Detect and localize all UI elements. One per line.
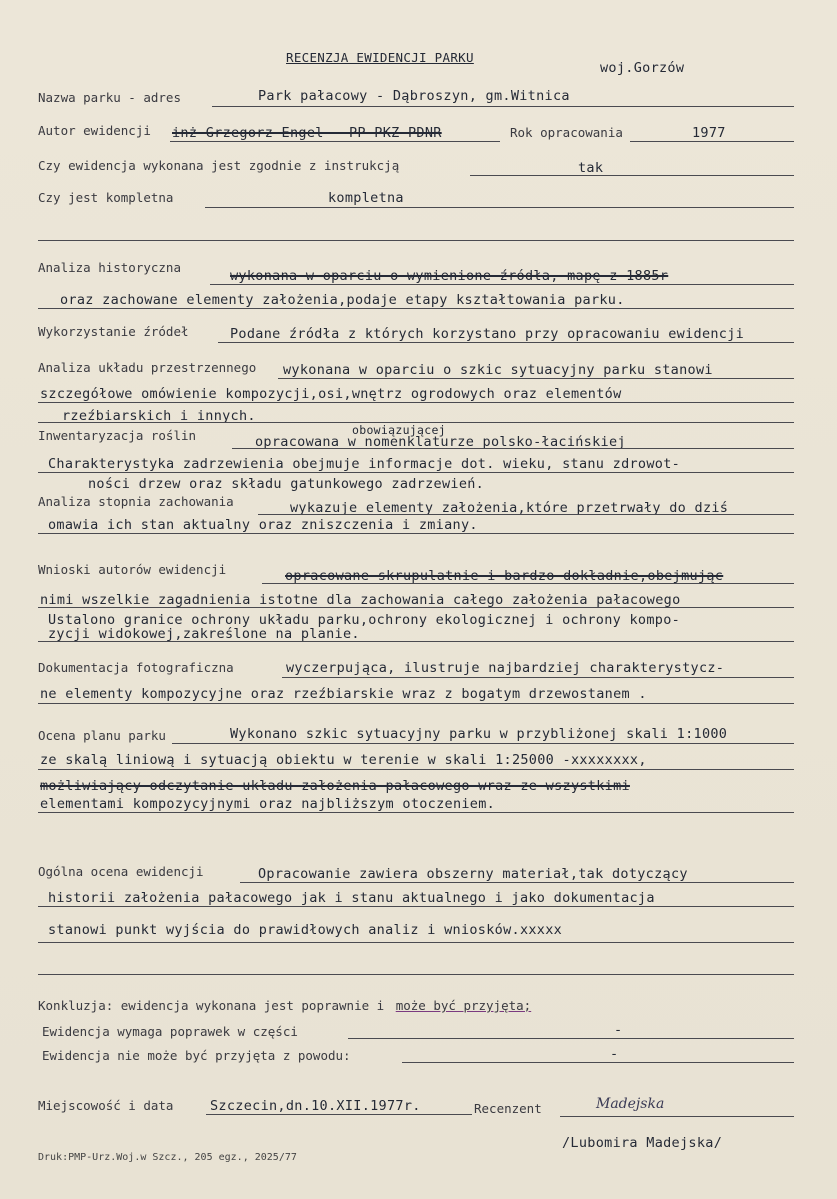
stand-value-2: ności drzew oraz składu gatunkowego zadrzewień. [88,476,485,492]
underline [630,141,794,142]
instruction-value: tak [578,160,604,176]
conclusion-dash-3: - [610,1046,619,1062]
underline [38,769,794,770]
conclusions-value-1: opracowane skrupulatnie i bardzo dokładnie,obejmując [285,568,724,584]
sources-value: Podane źródła z których korzystano przy opracowaniu ewidencji [230,326,745,342]
underline [38,906,794,907]
plan-value-4: elementami kompozycyjnymi oraz najbliższym otoczeniem. [40,796,496,812]
complete-value: kompletna [328,190,404,206]
preservation-value-2: omawia ich stan aktualny oraz zniszczenia i zmiany. [48,517,478,533]
photo-label: Dokumentacja fotograficzna [38,660,234,675]
conclusion-line-3: Ewidencja nie może być przyjęta z powodu: [42,1048,351,1063]
plan-value-2: ze skalą liniową i sytuacją obiektu w terenie w skali 1:25000 -xxxxxxxx, [40,752,647,768]
underline [38,472,794,473]
spatial-label: Analiza układu przestrzennego [38,360,257,375]
underline [38,641,794,642]
historical-value-1: wykonana w oparciu o wymienione źródła, mapę z 1885r [230,268,669,284]
underline [282,677,794,678]
plan-value-1: Wykonano szkic sytuacyjny parku w przybliżonej skali 1:1000 [230,726,728,742]
plan-label: Ocena planu parku [38,728,166,743]
spatial-value-1: wykonana w oparciu o szkic sytuacyjny parku stanowi [283,362,713,378]
underline [262,583,794,584]
inventory-note: obowiązującej [352,423,446,437]
complete-label: Czy jest kompletna [38,190,174,205]
underline [38,533,794,534]
underline [172,743,794,744]
underline [38,703,794,704]
underline [38,942,794,943]
underline [206,1114,472,1115]
underline [258,514,794,515]
stand-value-1: Charakterystyka zadrzewienia obejmuje informacje dot. wieku, stanu zdrowot- [48,456,681,472]
underline [38,240,794,241]
underline [38,402,794,403]
conclusions-label: Wnioski autorów ewidencji [38,562,227,577]
historical-label: Analiza historyczna [38,260,181,275]
underline [210,284,794,285]
conclusions-value-4: zycji widokowej,zakreślone na planie. [48,626,360,642]
overall-value-2: historii założenia pałacowego jak i stanu aktualnego i jako dokumentacja [48,890,655,906]
underline [560,1116,794,1117]
underline [402,1062,794,1063]
photo-value-2: ne elementy kompozycyjne oraz rzeźbiarskie wraz z bogatym drzewostanem . [40,686,647,702]
sources-label: Wykorzystanie źródeł [38,324,189,339]
underline [170,141,500,142]
underline [212,106,794,107]
inventory-value: opracowana w nomenklaturze polsko-łacińskiej [255,434,626,450]
underline [348,1038,794,1039]
underline [232,448,794,449]
reviewer-name: /Lubomira Madejska/ [562,1135,723,1151]
preservation-label: Analiza stopnia zachowania [38,494,234,509]
plan-value-3: możliwiający odczytanie układu założenia pałacowego wraz ze wszystkimi [40,778,630,794]
year-value: 1977 [692,125,726,141]
region-label: woj.Gorzów [600,60,685,76]
preservation-value-1: wykazuje elementy założenia,które przetrwały do dziś [290,500,729,516]
place-date-value: Szczecin,dn.10.XII.1977r. [210,1098,421,1114]
photo-value-1: wyczerpująca, ilustruje najbardziej charakterystycz- [286,660,725,676]
underline [218,342,794,343]
year-label: Rok opracowania [510,125,623,140]
overall-value-3: stanowi punkt wyjścia do prawidłowych analiz i wniosków.xxxxx [48,922,563,938]
underline [38,812,794,813]
overall-label: Ogólna ocena ewidencji [38,864,204,879]
conclusion-accepted: może być przyjęta; [395,998,532,1013]
author-value: inż Grzegorz Engel - PP PKZ PDNR [172,125,442,141]
conclusion-line-1 [38,998,531,1014]
print-info: Druk:PMP-Urz.Woj.w Szcz., 205 egz., 2025/77 [38,1152,297,1163]
instruction-label: Czy ewidencja wykonana jest zgodnie z instrukcją [38,158,400,173]
conclusions-value-2: nimi wszelkie zagadnienia istotne dla zachowania całego założenia pałacowego [40,592,681,608]
park-name-value: Park pałacowy - Dąbroszyn, gm.Witnica [258,88,570,104]
place-date-label: Miejscowość i data [38,1098,174,1113]
underline [278,378,794,379]
spatial-value-2: szczegółowe omówienie kompozycji,osi,wnętrz ogrodowych oraz elementów [40,386,622,402]
conclusions-value-3: Ustalono granice ochrony układu parku,ochrony ekologicznej i ochrony kompo- [48,612,681,628]
underline [240,882,794,883]
underline [38,974,794,975]
conclusion-line-2: Ewidencja wymaga poprawek w części [42,1024,298,1039]
underline [38,607,794,608]
spatial-value-3: rzeźbiarskich i innych. [62,408,256,424]
underline [38,308,794,309]
underline [470,175,794,176]
underline [205,207,794,208]
conclusion-dash-2: - [614,1022,623,1038]
inventory-label: Inwentaryzacja roślin [38,428,197,443]
overall-value-1: Opracowanie zawiera obszerny materiał,tak dotyczący [258,866,688,882]
reviewer-signature: Madejska [596,1096,665,1112]
historical-value-2: oraz zachowane elementy założenia,podaje etapy kształtowania parku. [60,292,625,308]
conclusion-prefix: Konkluzja: ewidencja wykonana jest poprawnie i [38,998,385,1013]
author-label: Autor ewidencji [38,123,151,138]
page-title: RECENZJA EWIDENCJI PARKU [286,50,474,65]
park-name-label: Nazwa parku - adres [38,90,181,105]
reviewer-label: Recenzent [474,1101,542,1116]
